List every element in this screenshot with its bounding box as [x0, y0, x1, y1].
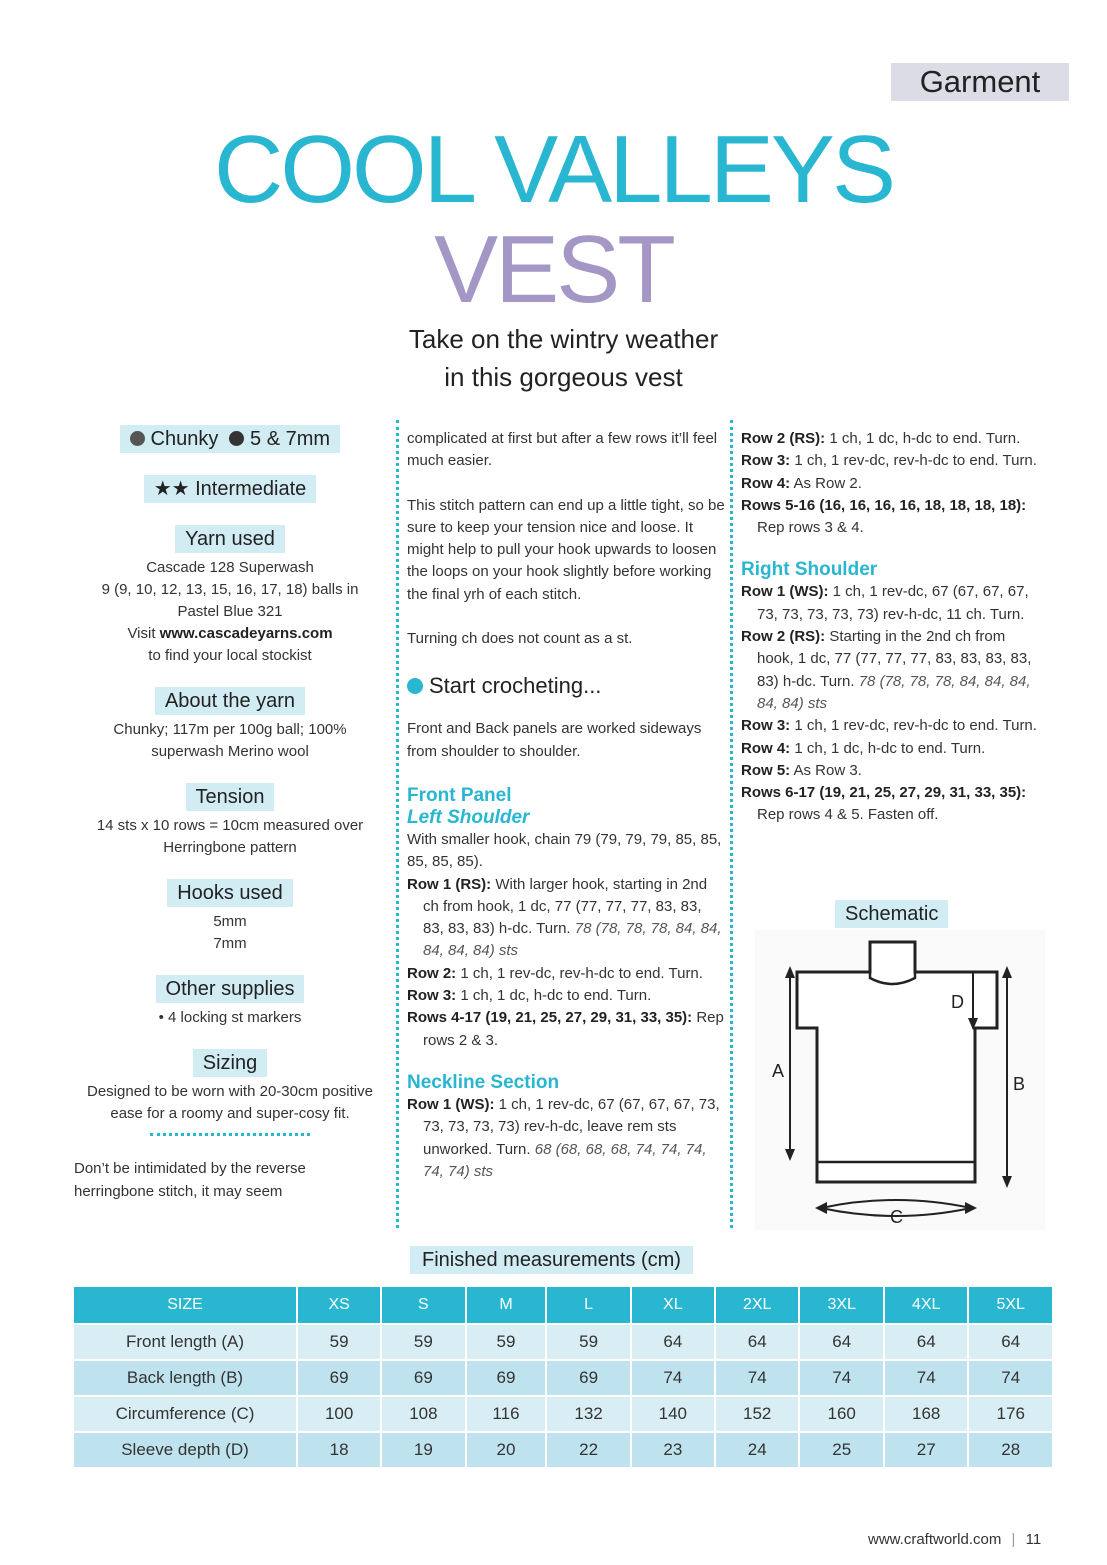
title-line-1: COOL VALLEYS	[214, 116, 893, 223]
row-text: As Row 3.	[790, 761, 862, 779]
pattern-column-2	[407, 428, 725, 1183]
yarn-line: to find your local stockist	[148, 647, 312, 664]
tension-heading: Tension	[186, 783, 275, 811]
measurement-value: 64	[716, 1323, 801, 1359]
sizing-line: Designed to be worn with 20-30cm positive	[87, 1083, 373, 1100]
measurement-value: 168	[885, 1395, 970, 1431]
instruction-row	[407, 985, 725, 1007]
measurement-value: 116	[467, 1395, 548, 1431]
size-header: S	[382, 1287, 466, 1323]
page-number: 11	[1025, 1531, 1042, 1548]
measurement-value: 28	[969, 1431, 1054, 1467]
measurement-value: 24	[716, 1431, 801, 1467]
row-text: 1 ch, 1 dc, h-dc to end. Turn.	[825, 430, 1021, 447]
subtitle	[0, 320, 1107, 396]
row-label: Rows 4-17 (19, 21, 25, 27, 29, 31, 33, 35):	[407, 1009, 693, 1027]
measurement-value: 18	[298, 1431, 382, 1467]
size-header: L	[547, 1287, 631, 1323]
row-text: 1 ch, 1 dc, h-dc to end. Turn.	[790, 739, 986, 757]
table-row	[74, 1431, 1054, 1467]
size-header: 2XL	[716, 1287, 801, 1323]
measurements-heading: Finished measurements (cm)	[410, 1246, 693, 1274]
row-stitch-count: 78 (78, 78, 78, 84, 84, 84, 84, 84) sts	[757, 672, 1031, 712]
intro-text: Don’t be intimidated by the reverse herringbone stitch, it may seem	[74, 1160, 306, 1200]
size-column-header: SIZE	[74, 1287, 298, 1323]
weight-label: Chunky	[150, 428, 219, 450]
hooks-section	[70, 879, 390, 955]
row-label: Row 4:	[741, 739, 791, 757]
tension-line: 14 sts x 10 rows = 10cm measured over	[96, 817, 364, 834]
hook-icon	[229, 431, 244, 446]
sizing-section	[70, 1049, 390, 1125]
measurement-value: 19	[382, 1431, 466, 1467]
supplies-heading: Other supplies	[156, 975, 305, 1003]
measurement-value: 25	[800, 1431, 885, 1467]
info-panel	[70, 425, 390, 1203]
measurement-value: 64	[885, 1323, 970, 1359]
row-label: Row 5:	[741, 761, 791, 779]
instruction-row	[741, 760, 1041, 782]
row-text: Rep rows 3 & 4.	[757, 519, 864, 537]
column-divider	[730, 420, 733, 1228]
subtitle-line-2: in this gorgeous vest	[444, 362, 683, 392]
start-crocheting-heading	[407, 672, 725, 700]
measurement-value: 59	[382, 1323, 466, 1359]
size-header: 5XL	[969, 1287, 1054, 1323]
instruction-row	[407, 963, 725, 985]
yarn-ball-icon	[407, 678, 423, 694]
label-d: D	[951, 992, 964, 1012]
label-c: C	[890, 1207, 903, 1227]
size-header: 4XL	[885, 1287, 970, 1323]
row-text: Rep rows 4 & 5. Fasten off.	[757, 806, 939, 824]
row-label: Row 1 (WS):	[741, 583, 829, 601]
instruction-row	[741, 738, 1041, 760]
row-stitch-count: 78 (78, 78, 78, 84, 84, 84, 84, 84) sts	[423, 920, 722, 960]
size-header: 3XL	[800, 1287, 885, 1323]
footer	[868, 1531, 1041, 1548]
yarn-visit-line	[70, 623, 390, 645]
vest-schematic	[755, 930, 1045, 1230]
row-label: Row 3:	[741, 452, 791, 470]
yarn-url-link[interactable]: www.cascadeyarns.com	[159, 625, 333, 642]
footer-url[interactable]: www.craftworld.com	[868, 1531, 1002, 1548]
row-text: 1 ch, 1 rev-dc, 67 (67, 67, 67, 73, 73, 73, 73, 73) rev-h-dc, leave rem sts unworked. Turn.	[423, 1095, 720, 1158]
measurement-label: Circumference (C)	[74, 1395, 298, 1431]
measurement-value: 74	[632, 1359, 716, 1395]
measurement-value: 152	[716, 1395, 801, 1431]
paragraph: Turning ch does not count as a st.	[407, 630, 633, 648]
row-label: Row 1 (WS):	[407, 1095, 495, 1113]
hooks-heading: Hooks used	[167, 879, 293, 907]
yarn-used-section	[70, 525, 390, 667]
measurement-value: 23	[632, 1431, 716, 1467]
row-text: 1 ch, 1 rev-dc, rev-h-dc to end. Turn.	[790, 717, 1037, 735]
instruction-row	[741, 428, 1041, 450]
row-text: 1 ch, 1 rev-dc, rev-h-dc to end. Turn.	[790, 452, 1037, 470]
measurement-value: 69	[298, 1359, 382, 1395]
measurement-value: 20	[467, 1431, 548, 1467]
paragraph: Front and Back panels are worked sideways from shoulder to shoulder.	[407, 720, 702, 760]
measurement-value: 64	[969, 1323, 1054, 1359]
about-yarn-section	[70, 687, 390, 763]
instruction-row	[407, 1007, 725, 1052]
supplies-section	[70, 975, 390, 1029]
measurement-value: 69	[467, 1359, 548, 1395]
tension-line: Herringbone pattern	[163, 839, 297, 856]
about-yarn-heading: About the yarn	[155, 687, 305, 715]
hook-size: 7mm	[213, 935, 247, 952]
measurement-value: 132	[547, 1395, 631, 1431]
row-text: As Row 2.	[790, 474, 862, 492]
yarn-line: 9 (9, 10, 12, 13, 15, 16, 17, 18) balls in	[101, 581, 359, 598]
measurement-value: 74	[800, 1359, 885, 1395]
measurement-value: 74	[969, 1359, 1054, 1395]
tension-section	[70, 783, 390, 859]
sizing-heading: Sizing	[193, 1049, 267, 1077]
front-panel-heading: Front Panel	[407, 784, 512, 806]
paragraph: complicated at first but after a few rows it’ll feel much easier.	[407, 430, 718, 470]
table-header-row	[74, 1287, 1054, 1323]
measurement-value: 74	[716, 1359, 801, 1395]
row-label: Row 2 (RS):	[741, 430, 826, 447]
right-shoulder-heading: Right Shoulder	[741, 559, 878, 581]
measurement-value: 27	[885, 1431, 970, 1467]
instruction-row	[741, 495, 1041, 540]
size-header: XL	[632, 1287, 716, 1323]
row-stitch-count: 68 (68, 68, 68, 74, 74, 74, 74, 74) sts	[423, 1140, 707, 1180]
about-line: Chunky; 117m per 100g ball; 100%	[113, 721, 347, 738]
row-text: Starting in the 2nd ch from hook, 1 dc, 77 (77, 77, 77, 83, 83, 83, 83, 83) h-dc. Turn.	[757, 628, 1032, 690]
weight-hook-badge	[120, 425, 340, 453]
measurement-value: 74	[885, 1359, 970, 1395]
instruction-row	[407, 874, 725, 963]
measurement-label: Back length (B)	[74, 1359, 298, 1395]
title-line-2: VEST	[434, 216, 673, 323]
measurement-value: 59	[467, 1323, 548, 1359]
measurement-value: 69	[382, 1359, 466, 1395]
row-label: Rows 5-16 (16, 16, 16, 16, 18, 18, 18, 18):	[741, 496, 1027, 514]
start-text: Start crocheting...	[429, 673, 602, 699]
measurement-value: 22	[547, 1431, 631, 1467]
row-text: With larger hook, starting in 2nd ch from hook, 1 dc, 77 (77, 77, 77, 83, 83, 83, 83, 83) h-dc. Turn.	[423, 875, 708, 938]
supply-item: • 4 locking st markers	[158, 1009, 302, 1026]
measurement-value: 64	[632, 1323, 716, 1359]
row-label: Row 3:	[741, 717, 791, 735]
paragraph: This stitch pattern can end up a little tight, so be sure to keep your tension nice and loose. It might help to pull your hook upwards to loosen the loops on your hook slightly before working the final yrh of each stitch.	[407, 496, 725, 603]
measurements-table	[74, 1287, 1054, 1467]
row-label: Row 2:	[407, 964, 457, 982]
row-text: Rep rows 2 & 3.	[423, 1009, 724, 1049]
yarn-line: Pastel Blue 321	[177, 603, 283, 620]
row-label: Row 3:	[407, 987, 457, 1005]
measurement-value: 176	[969, 1395, 1054, 1431]
row-label: Row 4:	[741, 474, 791, 492]
label-b: B	[1013, 1074, 1026, 1094]
table-row	[74, 1359, 1054, 1395]
row-label: Row 1 (RS):	[407, 875, 492, 893]
dotted-divider	[150, 1133, 310, 1136]
skill-level-badge: ★★ Intermediate	[144, 475, 317, 503]
pattern-column-3	[741, 428, 1041, 827]
about-line: superwash Merino wool	[151, 743, 309, 760]
measurement-value: 64	[800, 1323, 885, 1359]
neckline-heading: Neckline Section	[407, 1071, 560, 1093]
measurement-label: Sleeve depth (D)	[74, 1431, 298, 1467]
table-row	[74, 1395, 1054, 1431]
instruction: With smaller hook, chain 79 (79, 79, 79, 85, 85, 85, 85, 85).	[407, 830, 722, 871]
hook-size-label: 5 & 7mm	[250, 428, 331, 450]
vest-outline	[797, 942, 997, 1182]
size-header: XS	[298, 1287, 382, 1323]
instruction-row	[741, 450, 1041, 472]
measurement-value: 140	[632, 1395, 716, 1431]
measurement-value: 59	[298, 1323, 382, 1359]
instruction-row	[741, 473, 1041, 495]
table-row	[74, 1323, 1054, 1359]
instruction-row	[741, 715, 1041, 737]
measurement-label: Front length (A)	[74, 1323, 298, 1359]
yarn-ball-icon	[130, 431, 145, 446]
instruction-row	[741, 581, 1041, 626]
label-a: A	[772, 1061, 785, 1081]
hook-size: 5mm	[213, 913, 247, 930]
measurement-value: 59	[547, 1323, 631, 1359]
instruction-row	[407, 1094, 725, 1183]
visit-text: Visit	[127, 625, 160, 642]
row-text: 1 ch, 1 rev-dc, rev-h-dc to end. Turn.	[456, 964, 703, 982]
schematic-heading: Schematic	[835, 900, 948, 928]
measurement-value: 69	[547, 1359, 631, 1395]
yarn-line: Cascade 128 Superwash	[146, 559, 314, 576]
row-text: 1 ch, 1 rev-dc, 67 (67, 67, 67, 73, 73, 73, 73, 73) rev-h-dc, 11 ch. Turn.	[757, 583, 1029, 623]
measurement-value: 100	[298, 1395, 382, 1431]
measurement-value: 108	[382, 1395, 466, 1431]
yarn-used-heading: Yarn used	[175, 525, 285, 553]
instruction-row	[741, 782, 1041, 827]
measurement-value: 160	[800, 1395, 885, 1431]
category-tag: Garment	[891, 63, 1069, 101]
row-label: Rows 6-17 (19, 21, 25, 27, 29, 31, 33, 35):	[741, 784, 1027, 802]
column-divider	[396, 420, 399, 1228]
row-text: 1 ch, 1 dc, h-dc to end. Turn.	[456, 987, 652, 1005]
footer-separator: |	[1011, 1531, 1016, 1548]
instruction-row	[741, 626, 1041, 715]
row-label: Row 2 (RS):	[741, 628, 826, 646]
size-header: M	[467, 1287, 548, 1323]
left-shoulder-heading: Left Shoulder	[407, 806, 530, 828]
subtitle-line-1: Take on the wintry weather	[408, 324, 719, 354]
sizing-line: ease for a roomy and super-cosy fit.	[110, 1105, 350, 1122]
